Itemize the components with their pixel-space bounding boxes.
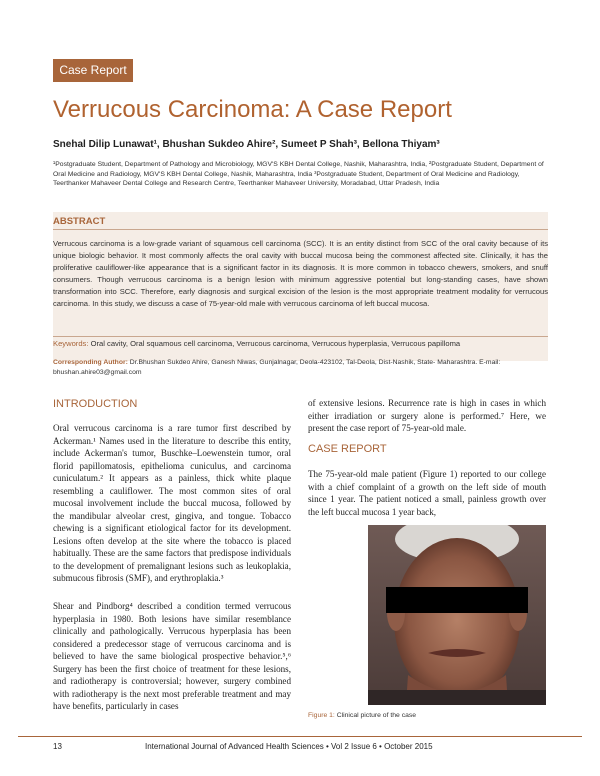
- abstract-divider: [53, 229, 548, 230]
- corresponding-author-text: Dr.Bhushan Sukdeo Ahire, Ganesh Niwas, Gunjalnagar, Deola-423102, Tal-Deola, Dist-Nashik, State- Maharashtra. E-mail: bhushan.ahire03@gmail.com: [53, 359, 501, 377]
- journal-footer: International Journal of Advanced Health Sciences • Vol 2 Issue 6 • October 2015: [145, 742, 433, 751]
- figure-label: Figure 1:: [308, 712, 335, 719]
- corresponding-author-label: Corresponding Author:: [53, 359, 128, 366]
- introduction-paragraph-2: Shear and Pindborg⁴ described a condition termed verrucous hyperplasia in 1980. Both lesions have similar resemblance clinically and pathologically. Verrucous hyperplasia has been considered a predecessor stage of verrucous carcinoma and is believed to have the same biological prospective behavior.⁵,⁶ Surgery has been the first choice of treatment for these lesions, and radiotherapy is controversial; however, surgery combined with radiotherapy is the next most preferable treatment and may have benefits, particularly in cases: [53, 601, 291, 711]
- figure-caption-text: Clinical picture of the case: [334, 712, 417, 719]
- introduction-heading: INTRODUCTION: [53, 398, 138, 410]
- introduction-paragraph-1: Oral verrucous carcinoma is a rare tumor first described by Ackerman.¹ Names used in the literature to describe this entity, include Ackerman's tumor, Buschke–Loewenstein tumor, oral florid papillomatosis, epithelioma cuniculus, and carcinoma cuniculatum.² It appears as a painless, thick white plaque resembling a cauliflower. The most common sites of oral mucosal involvement include the buccal mucosa, followed by the mandibular alveolar crest, gingiva, and tongue. Tobacco chewing is a significant etiological factor for its development. Lesions often develop at the site where the tobacco is placed habitually. These are the same factors that predispose individuals to the development of premalignant lesions such as leukoplakia, submucous fibrosis (SMF), and erythroplakia.³: [53, 423, 291, 583]
- corresponding-author: [53, 358, 548, 379]
- article-type-badge: Case Report: [53, 59, 133, 82]
- introduction-continued: of extensive lesions. Recurrence rate is high in cases in which either irradiation or surgery alone is performed.⁷ Here, we present the case report of 75-year-old male.: [308, 398, 546, 433]
- case-report-heading: CASE REPORT: [308, 443, 387, 455]
- clinical-photo: [368, 525, 546, 705]
- keywords-divider: [53, 336, 548, 337]
- footer-divider: [18, 736, 582, 737]
- case-report-paragraph: The 75-year-old male patient (Figure 1) reported to our college with a chief complaint of a growth on the left side of mouth since 1 year. The patient noticed a small, painless growth over the left buccal mucosa 1 year back,: [308, 469, 546, 517]
- figure-caption: [308, 712, 416, 719]
- page-number: 13: [53, 742, 62, 751]
- affiliations: ¹Postgraduate Student, Department of Pathology and Microbiology, MGV'S KBH Dental College, Nashik, Maharashtra, India, ²Postgraduate Student, Department of Oral Medicine and Radiology, MGV'S KBH Dental College, Nashik, Maharashtra, India ³Postgraduate Student, Department of Oral Medicine and Radiology, Teerthanker Mahaveer Dental College and Research Centre, Teerthanker Mahaveer University, Moradabad, Uttar Pradesh, India: [53, 161, 544, 188]
- article-title: Verrucous Carcinoma: A Case Report: [53, 96, 452, 123]
- abstract-text: Verrucous carcinoma is a low-grade variant of squamous cell carcinoma (SCC). It is an entity distinct from SCC of the oral cavity because of its unique biologic behavior. It most commonly affects the oral cavity with buccal mucosa being the commonest affected site. Clinically, it has the proliferative cauliflower-like appearance that is a significant factor in its diagnosis. It is more common in tobacco chewers, smokers, and snuff consumers. Though verrucous carcinoma is a benign lesion with minimum aggressive potential but long-standing cases, have shown transformation into SCC. Therefore, early diagnosis and surgical excision of the lesion is the most appropriate treatment modality for verrucous carcinoma. In this study, we discuss a case of 75-year-old male with verrucous carcinoma of left buccal mucosa.: [53, 239, 548, 308]
- keywords: [53, 339, 548, 348]
- keywords-text: Oral cavity, Oral squamous cell carcinoma, Verrucous carcinoma, Verrucous hyperplasia, Verrucous papilloma: [88, 339, 461, 348]
- author-list: Snehal Dilip Lunawat¹, Bhushan Sukdeo Ahire², Sumeet P Shah³, Bellona Thiyam³: [53, 139, 440, 150]
- keywords-label: Keywords:: [53, 339, 89, 348]
- abstract-heading: ABSTRACT: [53, 216, 106, 227]
